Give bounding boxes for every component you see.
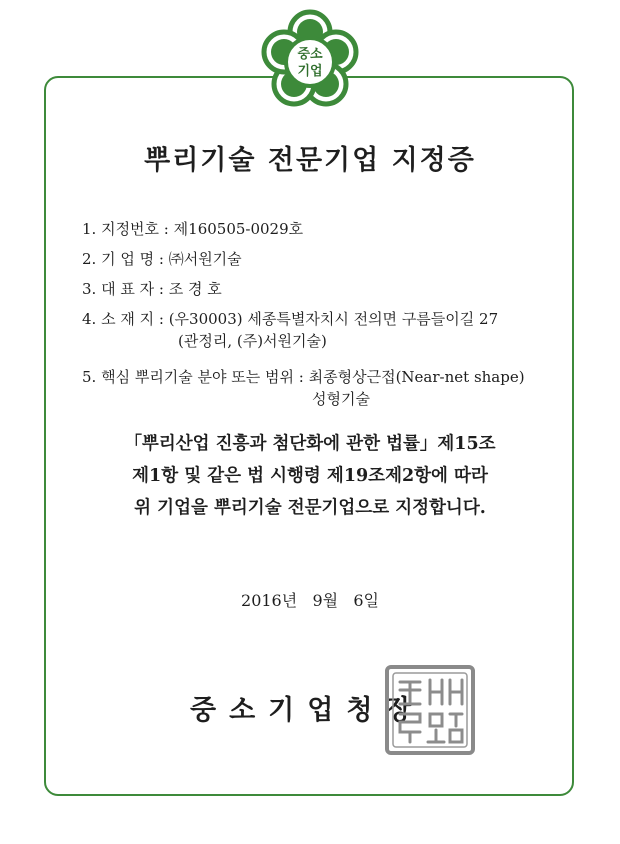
- field-value: 조 경 호: [168, 280, 222, 298]
- field-address-line2: (관정리, (주)서원기술): [178, 332, 327, 350]
- field-company-name: [82, 248, 242, 269]
- issuer-name: 중소기업청장: [190, 695, 425, 726]
- issue-date: 2016년 9월 6일: [241, 591, 379, 610]
- certificate-title: 뿌리기술 전문기업 지정증: [144, 145, 476, 176]
- field-label: 2. 기 업 명 :: [82, 250, 164, 268]
- field-value: 제160505-0029호: [173, 220, 304, 238]
- certificate-statement: [0, 428, 620, 524]
- field-core-technology: [82, 366, 525, 387]
- field-label: 3. 대 표 자 :: [82, 280, 164, 298]
- field-label: 1. 지정번호 :: [82, 220, 169, 238]
- field-label: 5. 핵심 뿌리기술 분야 또는 범위 :: [82, 368, 304, 386]
- official-seal-icon: [384, 664, 476, 756]
- field-core-technology-line2: 성형기술: [312, 390, 370, 408]
- field-value: 최종형상근접(Near-net shape): [308, 368, 525, 386]
- field-address: [82, 308, 498, 329]
- field-representative: [82, 278, 222, 299]
- statement-line: 제1항 및 같은 법 시행령 제19조제2항에 따라: [132, 466, 488, 486]
- statement-line: 「뿌리산업 진흥과 첨단화에 관한 법률」제15조: [124, 434, 496, 454]
- emblem-line1: 중소: [297, 47, 323, 62]
- statement-line: 위 기업을 뿌리기술 전문기업으로 지정합니다.: [134, 498, 486, 518]
- field-value: ㈜서원기술: [168, 250, 242, 268]
- flower-emblem-icon: [256, 6, 364, 116]
- field-label: 4. 소 재 지 :: [82, 310, 164, 328]
- emblem-line2: 기업: [297, 64, 323, 79]
- field-value: (우30003) 세종특별자치시 전의면 구름들이길 27: [168, 310, 499, 328]
- field-designation-number: [82, 218, 303, 239]
